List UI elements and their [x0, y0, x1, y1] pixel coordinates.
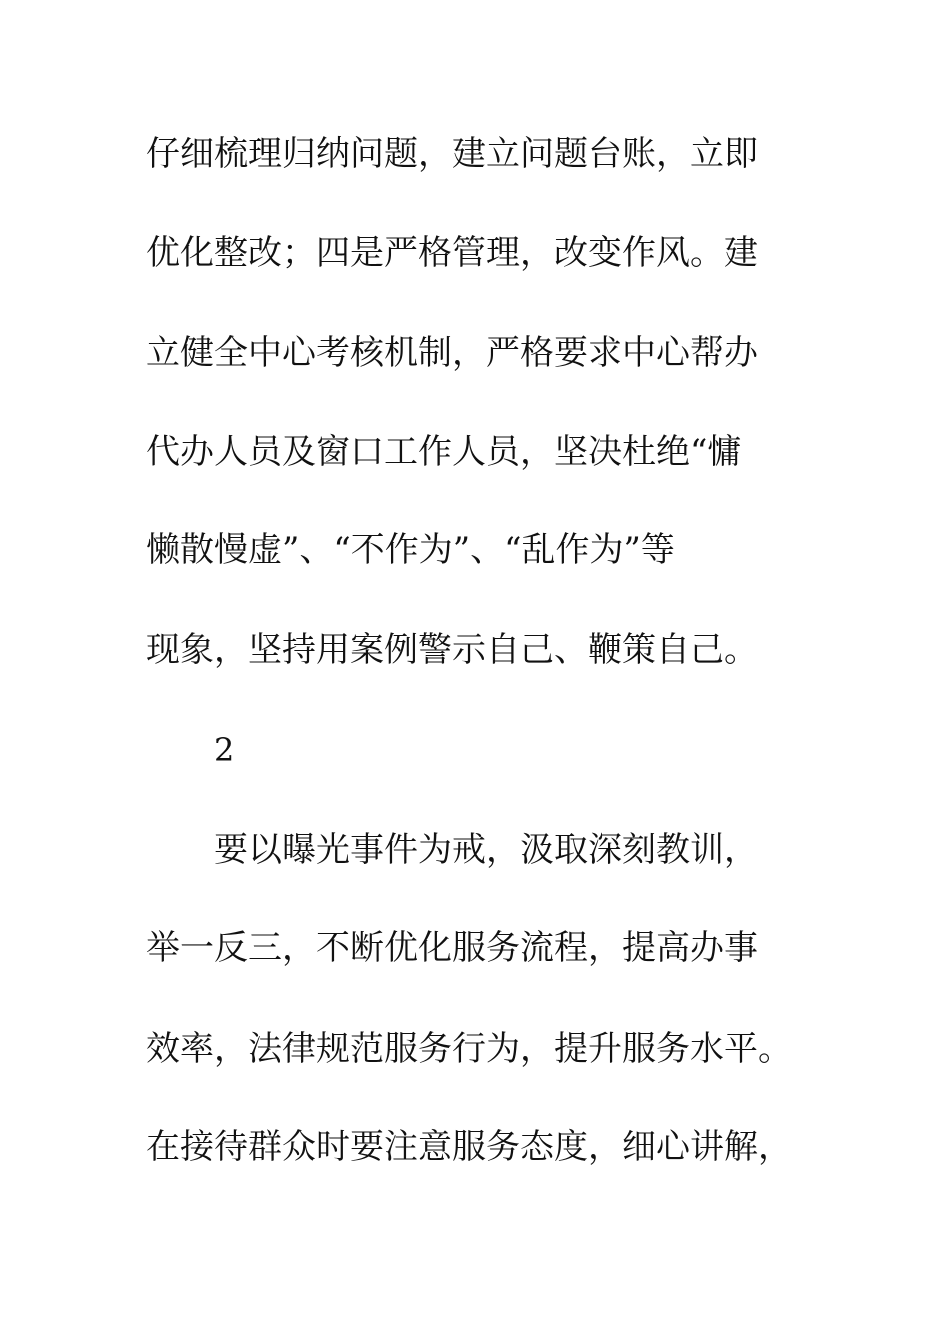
text-line: 代办人员及窗口工作人员，坚决杜绝“慵: [146, 432, 742, 472]
text-line: 在接待群众时要注意服务态度，细心讲解，: [146, 1127, 792, 1167]
text-line: 现象，坚持用案例警示自己、鞭策自己。: [146, 630, 758, 670]
text-line: 优化整改；四是严格管理，改变作风。建: [146, 233, 758, 273]
text-line: 效率，法律规范服务行为，提升服务水平。: [146, 1029, 792, 1069]
text-line: 要以曝光事件为戒，汲取深刻教训，: [214, 830, 758, 870]
text-line: 仔细梳理归纳问题，建立问题台账，立即: [146, 134, 758, 174]
text-line: 懒散慢虚”、“不作为”、“乱作为”等: [146, 530, 675, 570]
text-line: 立健全中心考核机制，严格要求中心帮办: [146, 333, 758, 373]
section-number: 2: [214, 731, 235, 769]
text-line: 举一反三，不断优化服务流程，提高办事: [146, 928, 758, 968]
